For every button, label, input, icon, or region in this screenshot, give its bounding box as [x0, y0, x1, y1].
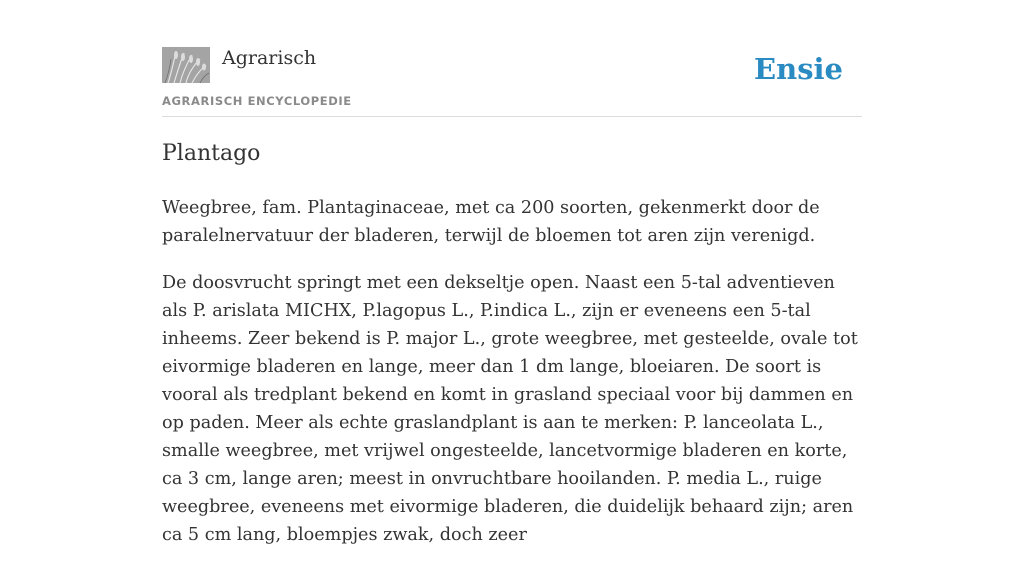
article [162, 138, 862, 568]
article-paragraph: De doosvrucht springt met een dekseltje open. Naast een 5-tal adventieven als P. arislata MICHX, P.lagopus L., P.indica L., zijn er eveneens een 5-tal inheems. Zeer bekend is P. major L., grote weegbree, met gesteelde, ovale tot eivormige bladeren en lange, meer dan 1 dm lange, bloeiaren. De soort is vooral als tredplant bekend en komt in grasland speciaal voor bij dammen en op paden. Meer als echte graslandplant is aan te merken: P. lanceolata L., smalle weegbree, met vrijwel ongesteelde, lancetvormige bladeren en korte, ca 3 cm, lange aren; meest in onvruchtbare hooilanden. P. media L., ruige weegbree, eveneens met eivormige bladeren, die duidelijk behaard zijn; aren ca 5 cm lang, bloempjes zwak, doch zeer [162, 273, 858, 545]
article-paragraph: Weegbree, fam. Plantaginaceae, met ca 200 soorten, gekenmerkt door de paralelnervatuur der bladeren, terwijl de bloemen tot aren zijn verenigd. [162, 198, 820, 246]
wheat-ears-logo-icon[interactable] [162, 47, 210, 83]
site-subtitle: AGRARISCH ENCYCLOPEDIE [162, 94, 352, 108]
article-title: Plantago [162, 141, 261, 166]
site-header [162, 46, 862, 117]
brand-name-link[interactable]: Agrarisch [222, 47, 317, 69]
ensie-home-link[interactable]: Ensie [754, 52, 843, 86]
